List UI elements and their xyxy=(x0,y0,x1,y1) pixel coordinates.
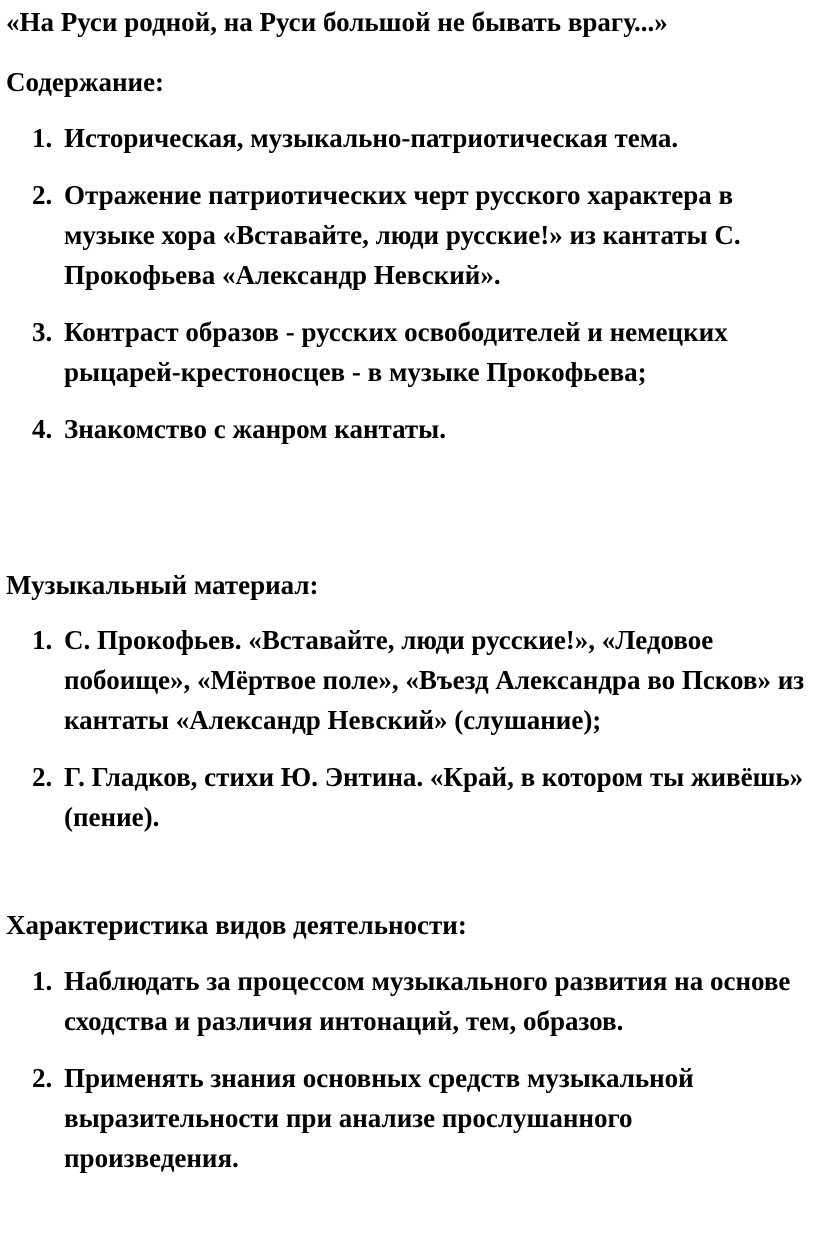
list-item-number: 1. xyxy=(32,123,53,153)
document-title: «На Руси родной, на Руси большой не бывать врагу...» xyxy=(6,7,668,37)
list-item xyxy=(0,118,816,158)
list-item-text: Контраст образов - русских освободителей и немецких рыцарей-крестоносцев - в музыке Прокофьева; xyxy=(64,317,728,387)
list-item xyxy=(0,312,816,392)
list-item-number: 1. xyxy=(32,625,53,655)
list-item-text: Историческая, музыкально-патриотическая тема. xyxy=(64,123,679,153)
list-item-number: 3. xyxy=(32,317,53,347)
section-heading-activities: Характеристика видов деятельности: xyxy=(6,910,467,940)
activities-list xyxy=(0,961,816,1178)
list-item-text: Знакомство с жанром кантаты. xyxy=(64,414,446,444)
list-item-text: Наблюдать за процессом музыкального развития на основе сходства и различия интонаций, тем, образов. xyxy=(64,966,791,1036)
list-item-text: С. Прокофьев. «Вставайте, люди русские!», «Ледовое побоище», «Мёртвое поле», «Въезд Александра во Псков» из кантаты «Александр Невский» (слушание); xyxy=(64,625,805,735)
section-heading-music-material: Музыкальный материал: xyxy=(6,570,319,600)
list-item xyxy=(0,961,816,1041)
section-heading-content: Содержание: xyxy=(6,67,165,97)
music-material-list xyxy=(0,620,816,837)
content-list xyxy=(0,118,816,449)
list-item-number: 4. xyxy=(32,414,53,444)
list-item xyxy=(0,409,816,449)
list-item-text: Отражение патриотических черт русского характера в музыке хора «Вставайте, люди русские!» из кантаты С. Прокофьева «Александр Невский». xyxy=(64,180,741,290)
list-item-text: Г. Гладков, стихи Ю. Энтина. «Край, в котором ты живёшь» (пение). xyxy=(64,762,804,832)
list-item-number: 2. xyxy=(32,762,53,792)
list-item-number: 2. xyxy=(32,1063,53,1093)
list-item xyxy=(0,757,816,837)
list-item-number: 1. xyxy=(32,966,53,996)
list-item xyxy=(0,1058,816,1178)
list-item-text: Применять знания основных средств музыкальной выразительности при анализе прослушанного произведения. xyxy=(64,1063,694,1173)
list-item xyxy=(0,620,816,740)
list-item-number: 2. xyxy=(32,180,53,210)
list-item xyxy=(0,175,816,295)
